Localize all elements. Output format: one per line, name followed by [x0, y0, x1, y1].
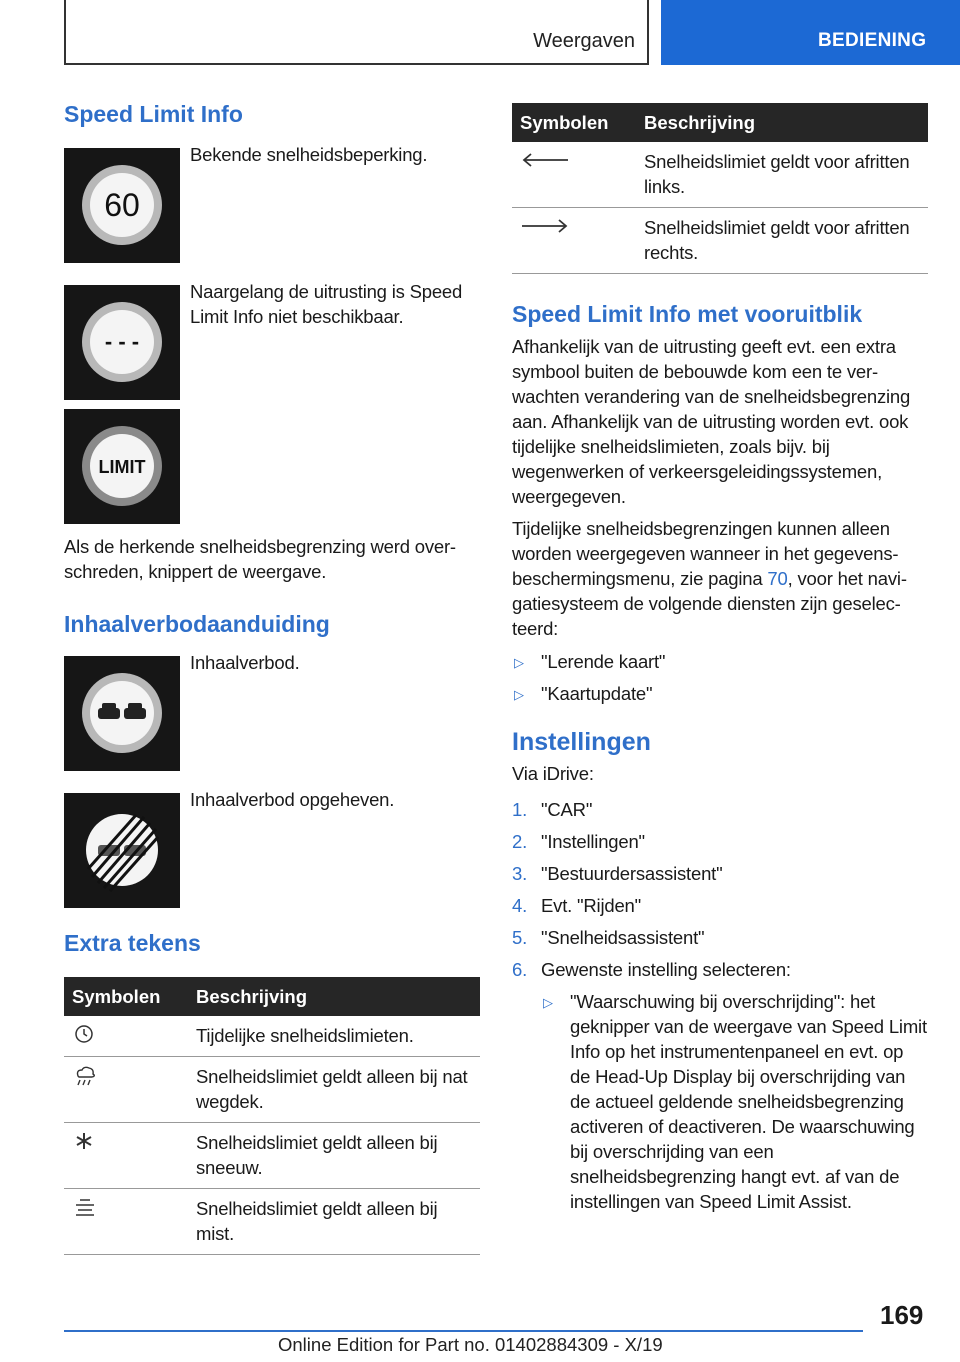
sign-description: Inhaalverbod. — [190, 652, 300, 673]
settings-intro: Via iDrive: — [512, 763, 594, 784]
table-row — [64, 1189, 480, 1255]
sign-row — [64, 789, 480, 933]
arrow-left-icon — [512, 142, 636, 208]
fog-icon — [64, 1189, 188, 1255]
snowflake-icon — [64, 1123, 188, 1189]
sign-row — [64, 652, 480, 793]
table-header-row — [64, 977, 480, 1016]
preview-paragraph-2: Tijdelijke snelheidsbegrenzingen kunnen alleen worden weergegeven wanneer in het gegevensbeschermingsmenu, zie pagina 70, voor het navigatiesysteem de volgende diensten zijn geselecteerd: — [512, 518, 907, 639]
table-cell-description: Snelheidslimiet geldt voor afritten rechts. — [636, 208, 928, 274]
table-row — [512, 142, 928, 208]
arrow-right-icon — [512, 208, 636, 274]
table-header-description: Beschrijving — [636, 103, 928, 142]
sign-60-text: 60 — [104, 187, 140, 223]
table-cell-description: Snelheidslimiet geldt voor afritten links. — [636, 142, 928, 208]
settings-sub-list — [541, 989, 928, 1214]
table-cell-description: Snelheidslimiet geldt alleen bij mist. — [188, 1189, 480, 1255]
table-row — [512, 208, 928, 274]
sign-description: Inhaalverbod opgeheven. — [190, 789, 395, 810]
sign-unknown-text: - - - — [104, 329, 140, 354]
preview-heading: Speed Limit Info met vooruitblik — [512, 301, 863, 327]
list-item: ▷ "Kaartupdate" — [512, 681, 928, 706]
table-header-row — [512, 103, 928, 142]
settings-steps — [512, 797, 928, 1214]
page-link[interactable]: 70 — [767, 568, 788, 589]
table-header-symbols: Symbolen — [512, 103, 636, 142]
sign-limit-text: LIMIT — [98, 457, 146, 477]
table-cell-description: Tijdelijke snelheidslimieten. — [188, 1016, 480, 1057]
table-row — [64, 1057, 480, 1123]
page-number: 169 — [880, 1300, 924, 1330]
speed-sign-unknown-icon — [64, 285, 180, 400]
limit-sign-icon — [64, 409, 180, 524]
table-row — [64, 1123, 480, 1189]
no-overtaking-icon — [64, 656, 180, 771]
no-overtaking-end-icon — [64, 793, 180, 908]
settings-heading: Instellingen — [512, 728, 651, 756]
preview-paragraph-1: Afhankelijk van de uitrusting geeft evt. een extra symbool buiten de bebouwde kom een te verwachten verandering van de snelheidsbegrenzing aan. Afhankelijk van de uitrusting worden evt. ook tijdelijke snelheidslimieten, zoals bijv. bij wegenwerken of verkeersgeleidingssystemen, weergegeven. — [512, 336, 911, 507]
list-item: 6. Gewenste instelling selecteren: ▷ "Waarschuwing bij overschrijding": het geknipper van de weergave van Speed Limit Info op het instrumentenpaneel en evt. op de Head-Up Display bij overschrijding van de actueel geldende snelheidsbegrenzing activeren of deactiveren. De waarschuwing bij overschrijding van een snelheidsbegrenzing hangt evt. af van de instellingen van Speed Limit Assist. — [512, 959, 927, 1212]
clock-icon — [64, 1016, 188, 1057]
triangle-bullet-icon: ▷ — [543, 995, 553, 1010]
services-list — [512, 649, 928, 706]
direction-table — [512, 103, 928, 274]
list-item: ▷ "Waarschuwing bij overschrijding": het geknipper van de weergave van Speed Limit Info op het instrumentenpaneel en evt. op de Head-Up Display bij overschrijding van de actueel geldende snelheidsbegrenzing activeren of deactiveren. De waarschuwing bij overschrijding van een snelheidsbegrenzing hangt evt. af van de instellingen van Speed Limit Assist. — [543, 991, 927, 1212]
table-header-symbols: Symbolen — [64, 977, 188, 1016]
triangle-bullet-icon: ▷ — [514, 687, 524, 702]
left-column — [64, 100, 480, 1255]
speed-sign-60-icon — [64, 148, 180, 263]
speed-limit-heading: Speed Limit Info — [64, 101, 243, 127]
footer-divider — [64, 1330, 863, 1332]
list-item: 3. "Bestuurdersassistent" — [512, 863, 723, 884]
list-item: 1. "CAR" — [512, 799, 593, 820]
sign-row — [64, 409, 480, 534]
triangle-bullet-icon: ▷ — [514, 655, 524, 670]
header-chapter-tab — [661, 0, 960, 65]
table-cell-description: Snelheidslimiet geldt alleen bij sneeuw. — [188, 1123, 480, 1189]
list-item: 2. "Instellingen" — [512, 831, 645, 852]
sign-description: Naargelang de uitrusting is Speed Limit Info niet beschikbaar. — [190, 281, 463, 327]
extra-signs-table — [64, 977, 480, 1255]
table-row — [64, 1016, 480, 1057]
header-section-box — [64, 0, 649, 65]
sign-description: Bekende snelheidsbeperking. — [190, 144, 428, 165]
rain-cloud-icon — [64, 1057, 188, 1123]
right-column — [512, 103, 928, 1221]
table-cell-description: Snelheidslimiet geldt alleen bij nat wegdek. — [188, 1057, 480, 1123]
table-header-description: Beschrijving — [188, 977, 480, 1016]
overtaking-heading: Inhaalverbodaanduiding — [64, 611, 330, 637]
footer-edition: Online Edition for Part no. 01402884309 - X/19 — [278, 1334, 663, 1355]
extra-signs-heading: Extra tekens — [64, 930, 201, 956]
header-chapter-title: BEDIENING — [818, 30, 927, 51]
list-item: ▷ "Lerende kaart" — [512, 649, 928, 674]
list-item: 5. "Snelheidsassistent" — [512, 927, 705, 948]
header-section-title: Weergaven — [533, 30, 635, 52]
sign-row — [64, 281, 480, 409]
sign-row — [64, 144, 480, 285]
speed-limit-paragraph: Als de herkende snelheidsbegrenzing werd overschreden, knippert de weergave. — [64, 536, 457, 582]
list-item: 4. Evt. "Rijden" — [512, 895, 641, 916]
